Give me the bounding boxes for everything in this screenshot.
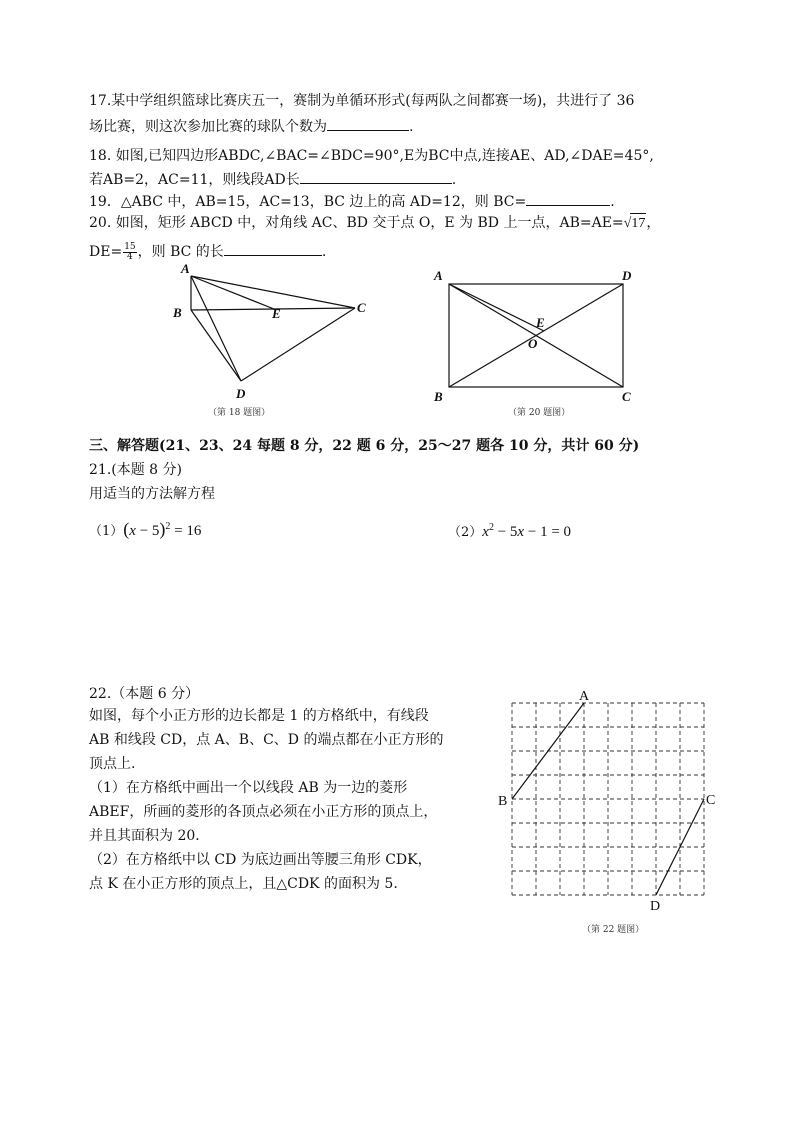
fig18-label-d: D	[236, 386, 246, 401]
segment-CD	[241, 308, 355, 381]
sqrt-symbol: √	[623, 216, 632, 231]
q22-line-5: ABEF，所画的菱形的各顶点必须在小正方形的顶点上，	[89, 804, 438, 820]
q19-line	[89, 190, 615, 212]
figure-20	[430, 262, 650, 404]
q18-answer-blank[interactable]	[300, 168, 452, 184]
q20-de-label: DE=	[89, 244, 123, 260]
fig20-label-a: A	[434, 268, 443, 283]
q19-end: .	[610, 194, 615, 210]
q20-line2-text: ，则 BC 的长	[137, 244, 224, 260]
q21-header: 21.(本题 8 分)	[89, 462, 182, 478]
q19-text: 19．△ABC 中，AB=15，AC=13，BC 边上的高 AD=12，则 BC=	[89, 194, 527, 210]
eq1-rhs: 16	[186, 523, 202, 539]
fig20-caption: （第 20 题图）	[508, 408, 571, 418]
eq1-const: 5	[151, 523, 160, 539]
q19-answer-blank[interactable]	[526, 190, 610, 206]
fig20-label-e: E	[536, 315, 545, 330]
q21-equation-1: $(1)(x - 5)^2 = 16$	[89, 519, 202, 539]
fig22-label-d: D	[650, 899, 661, 914]
fig18-caption: （第 18 题图）	[208, 408, 271, 418]
fig22-label-c: C	[706, 793, 716, 808]
eq2-exp: 2	[488, 522, 494, 533]
q18-line1: 18. 如图,已知四边形ABDC,∠BAC=∠BDC=90°,E为BC中点,连接AE、AD,∠DAE=45°,	[89, 148, 654, 164]
eq2-coef: 5	[509, 524, 518, 540]
q20-line2	[89, 240, 326, 262]
grid-lines	[512, 703, 704, 895]
fig18-label-e: E	[272, 306, 281, 321]
q17-end: .	[409, 119, 414, 135]
q21-instruction: 用适当的方法解方程	[89, 486, 215, 502]
q20-sqrt-value: 17	[630, 213, 646, 234]
fig18-label-c: C	[357, 300, 366, 315]
q20-answer-blank[interactable]	[224, 240, 322, 256]
eq1-var: x	[129, 523, 136, 539]
q18-line2	[89, 168, 456, 190]
segment-AE	[191, 276, 274, 309]
q20-line1-post: ，	[646, 215, 661, 231]
eq2-rhs: 0	[563, 524, 572, 540]
q22-header: 22.（本题 6 分）	[89, 686, 200, 702]
segment-AE	[449, 284, 544, 331]
fig22-label-a: A	[579, 689, 590, 704]
q20-line1-text: 20. 如图，矩形 ABCD 中，对角线 AC、BD 交于点 O，E 为 BD 上一点，AB=AE=	[89, 215, 624, 231]
q22-line-4: （1）在方格纸中画出一个以线段 AB 为一边的菱形	[89, 780, 408, 796]
q20-frac-den: 4	[127, 251, 133, 262]
q22-line-1: 如图，每个小正方形的边长都是 1 的方格纸中，有线段	[89, 708, 429, 724]
q17-answer-blank[interactable]	[327, 115, 409, 131]
q20-fraction	[123, 243, 136, 262]
q22-line-7: （2）在方格纸中以 CD 为底边画出等腰三角形 CDK，	[89, 852, 432, 868]
segment-BD	[191, 310, 241, 381]
fig20-label-b: B	[434, 389, 443, 404]
figure-22-grid[interactable]	[495, 686, 735, 916]
q20-end: .	[321, 244, 327, 260]
eq2-var-2: x	[517, 524, 525, 540]
q22-line-2: AB 和线段 CD，点 A、B、C、D 的端点都在小正方形的	[89, 732, 444, 748]
fig22-label-b: B	[498, 794, 508, 809]
fig22-caption: （第 22 题图）	[582, 925, 645, 935]
q21-p2-label: （2）	[448, 525, 483, 540]
q22-line-3: 顶点上.	[89, 756, 136, 772]
figure-18	[160, 260, 380, 400]
q20-frac-num: 15	[124, 241, 136, 252]
segment-AD	[191, 276, 241, 381]
fig18-label-a: A	[181, 261, 190, 276]
q18-end: .	[451, 172, 457, 188]
eq2-var: x	[482, 524, 489, 540]
segment-AC	[191, 276, 355, 308]
fig20-label-c: C	[622, 389, 631, 404]
fig18-label-b: B	[173, 305, 182, 320]
q22-line-6: 并且其面积为 20.	[89, 828, 200, 844]
fig20-label-o: O	[528, 336, 538, 351]
q22-line-8: 点 K 在小正方形的顶点上，且△CDK 的面积为 5.	[89, 876, 398, 892]
q21-equation-2: $(2)x^2 - 5x - 1 = 0$	[448, 522, 572, 540]
q17-line1: 17.某中学组织篮球比赛庆五一，赛制为单循环形式(每两队之间都赛一场)，共进行了 36	[89, 93, 635, 109]
q17-line2-text: 场比赛，则这次参加比赛的球队个数为	[89, 119, 327, 135]
section3-title: 三、解答题(21、23、24 每题 8 分，22 题 6 分，25～27 题各 10 分，共计 60 分)	[89, 438, 640, 454]
q18-line2-text: 若AB=2，AC=11，则线段AD长	[89, 172, 300, 188]
fig20-label-d: D	[622, 268, 632, 283]
eq2-const: 1	[540, 524, 548, 540]
eq1-exp: 2	[165, 521, 171, 532]
q20-line1	[89, 213, 660, 234]
q21-p1-label: （1）	[89, 524, 124, 539]
q17-line2	[89, 115, 413, 137]
